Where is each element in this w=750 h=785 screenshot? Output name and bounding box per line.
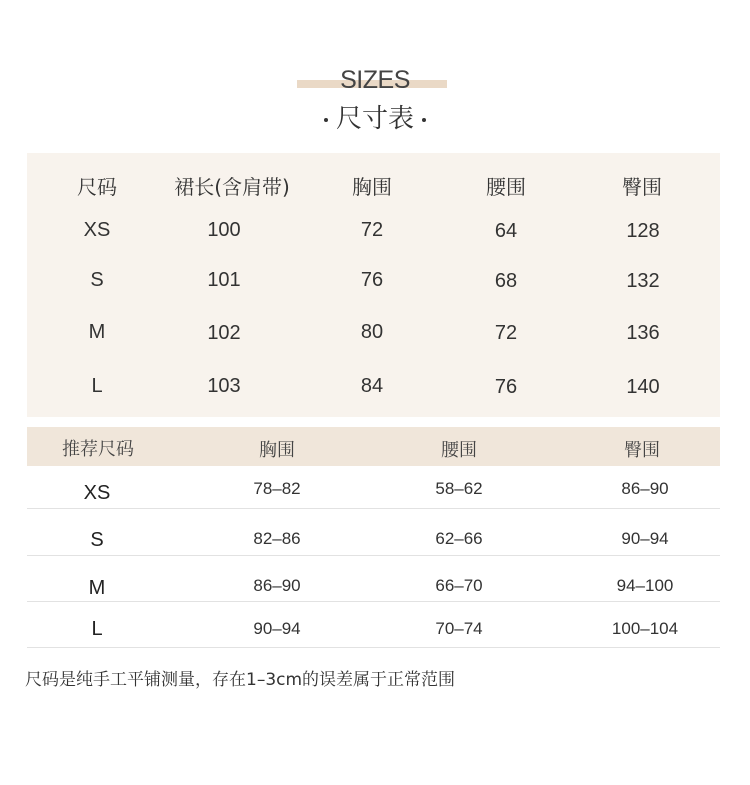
size-table-cell: 76 — [360, 269, 384, 291]
measurement-note: 尺码是纯手工平铺测量，存在1–3cm的误差属于正常范围 — [25, 670, 456, 690]
page-title-cn — [0, 98, 750, 135]
size-table-cell: 140 — [626, 376, 660, 398]
recommend-cell: 94–100 — [616, 576, 674, 595]
row-divider — [27, 601, 720, 602]
size-table-cell: 76 — [494, 376, 518, 398]
recommend-cell: 86–90 — [253, 576, 301, 595]
recommend-cell: 78–82 — [253, 479, 301, 498]
size-table — [27, 153, 720, 417]
recommend-cell: 70–74 — [435, 619, 483, 638]
recommend-cell: L — [91, 618, 103, 640]
size-table-cell: 84 — [360, 375, 384, 397]
size-table-header-length: 裙长(含肩带) — [174, 175, 290, 199]
recommend-cell: 66–70 — [435, 576, 483, 595]
title-dot-right — [422, 118, 426, 122]
recommend-cell: 86–90 — [621, 479, 669, 498]
recommend-header-bust: 胸围 — [259, 440, 295, 461]
recommend-cell: 100–104 — [611, 619, 679, 638]
size-table-cell: XS — [83, 219, 111, 241]
row-divider — [27, 555, 720, 556]
recommend-header-hip: 臀围 — [624, 440, 660, 461]
row-divider — [27, 508, 720, 509]
size-table-cell: M — [88, 321, 106, 343]
recommend-cell: 90–94 — [621, 529, 669, 548]
size-table-cell: 68 — [494, 270, 518, 292]
size-table-cell: 64 — [494, 220, 518, 242]
size-table-cell: 132 — [626, 270, 660, 292]
recommend-cell: 62–66 — [435, 529, 483, 548]
recommend-table-header — [27, 427, 720, 466]
size-table-cell: 100 — [207, 219, 241, 241]
size-table-header-size: 尺码 — [77, 175, 117, 199]
size-table-cell: L — [91, 375, 103, 397]
recommend-cell: 58–62 — [435, 479, 483, 498]
size-table-cell: 136 — [626, 322, 660, 344]
recommend-cell: S — [90, 529, 104, 551]
recommend-cell: 82–86 — [253, 529, 301, 548]
size-table-cell: 102 — [207, 322, 241, 344]
size-table-cell: 103 — [207, 375, 241, 397]
size-table-header-hip: 臀围 — [622, 175, 662, 199]
size-table-cell: 72 — [494, 322, 518, 344]
recommend-cell: XS — [83, 482, 111, 504]
size-table-cell: 128 — [626, 220, 660, 242]
size-table-cell: S — [90, 269, 104, 291]
page-title-en: SIZES — [340, 66, 410, 94]
recommend-cell: 90–94 — [253, 619, 301, 638]
recommend-header-size: 推荐尺码 — [62, 439, 134, 460]
size-table-cell: 80 — [360, 321, 384, 343]
recommend-header-waist: 腰围 — [441, 440, 477, 461]
size-table-cell: 72 — [360, 219, 384, 241]
title-dot-left — [324, 118, 328, 122]
size-table-header-bust: 胸围 — [352, 175, 392, 199]
size-table-header-waist: 腰围 — [486, 175, 526, 199]
recommend-cell: M — [88, 577, 106, 599]
size-table-cell: 101 — [207, 269, 241, 291]
row-divider — [27, 647, 720, 648]
page-title-cn-text: 尺寸表 — [335, 104, 414, 134]
